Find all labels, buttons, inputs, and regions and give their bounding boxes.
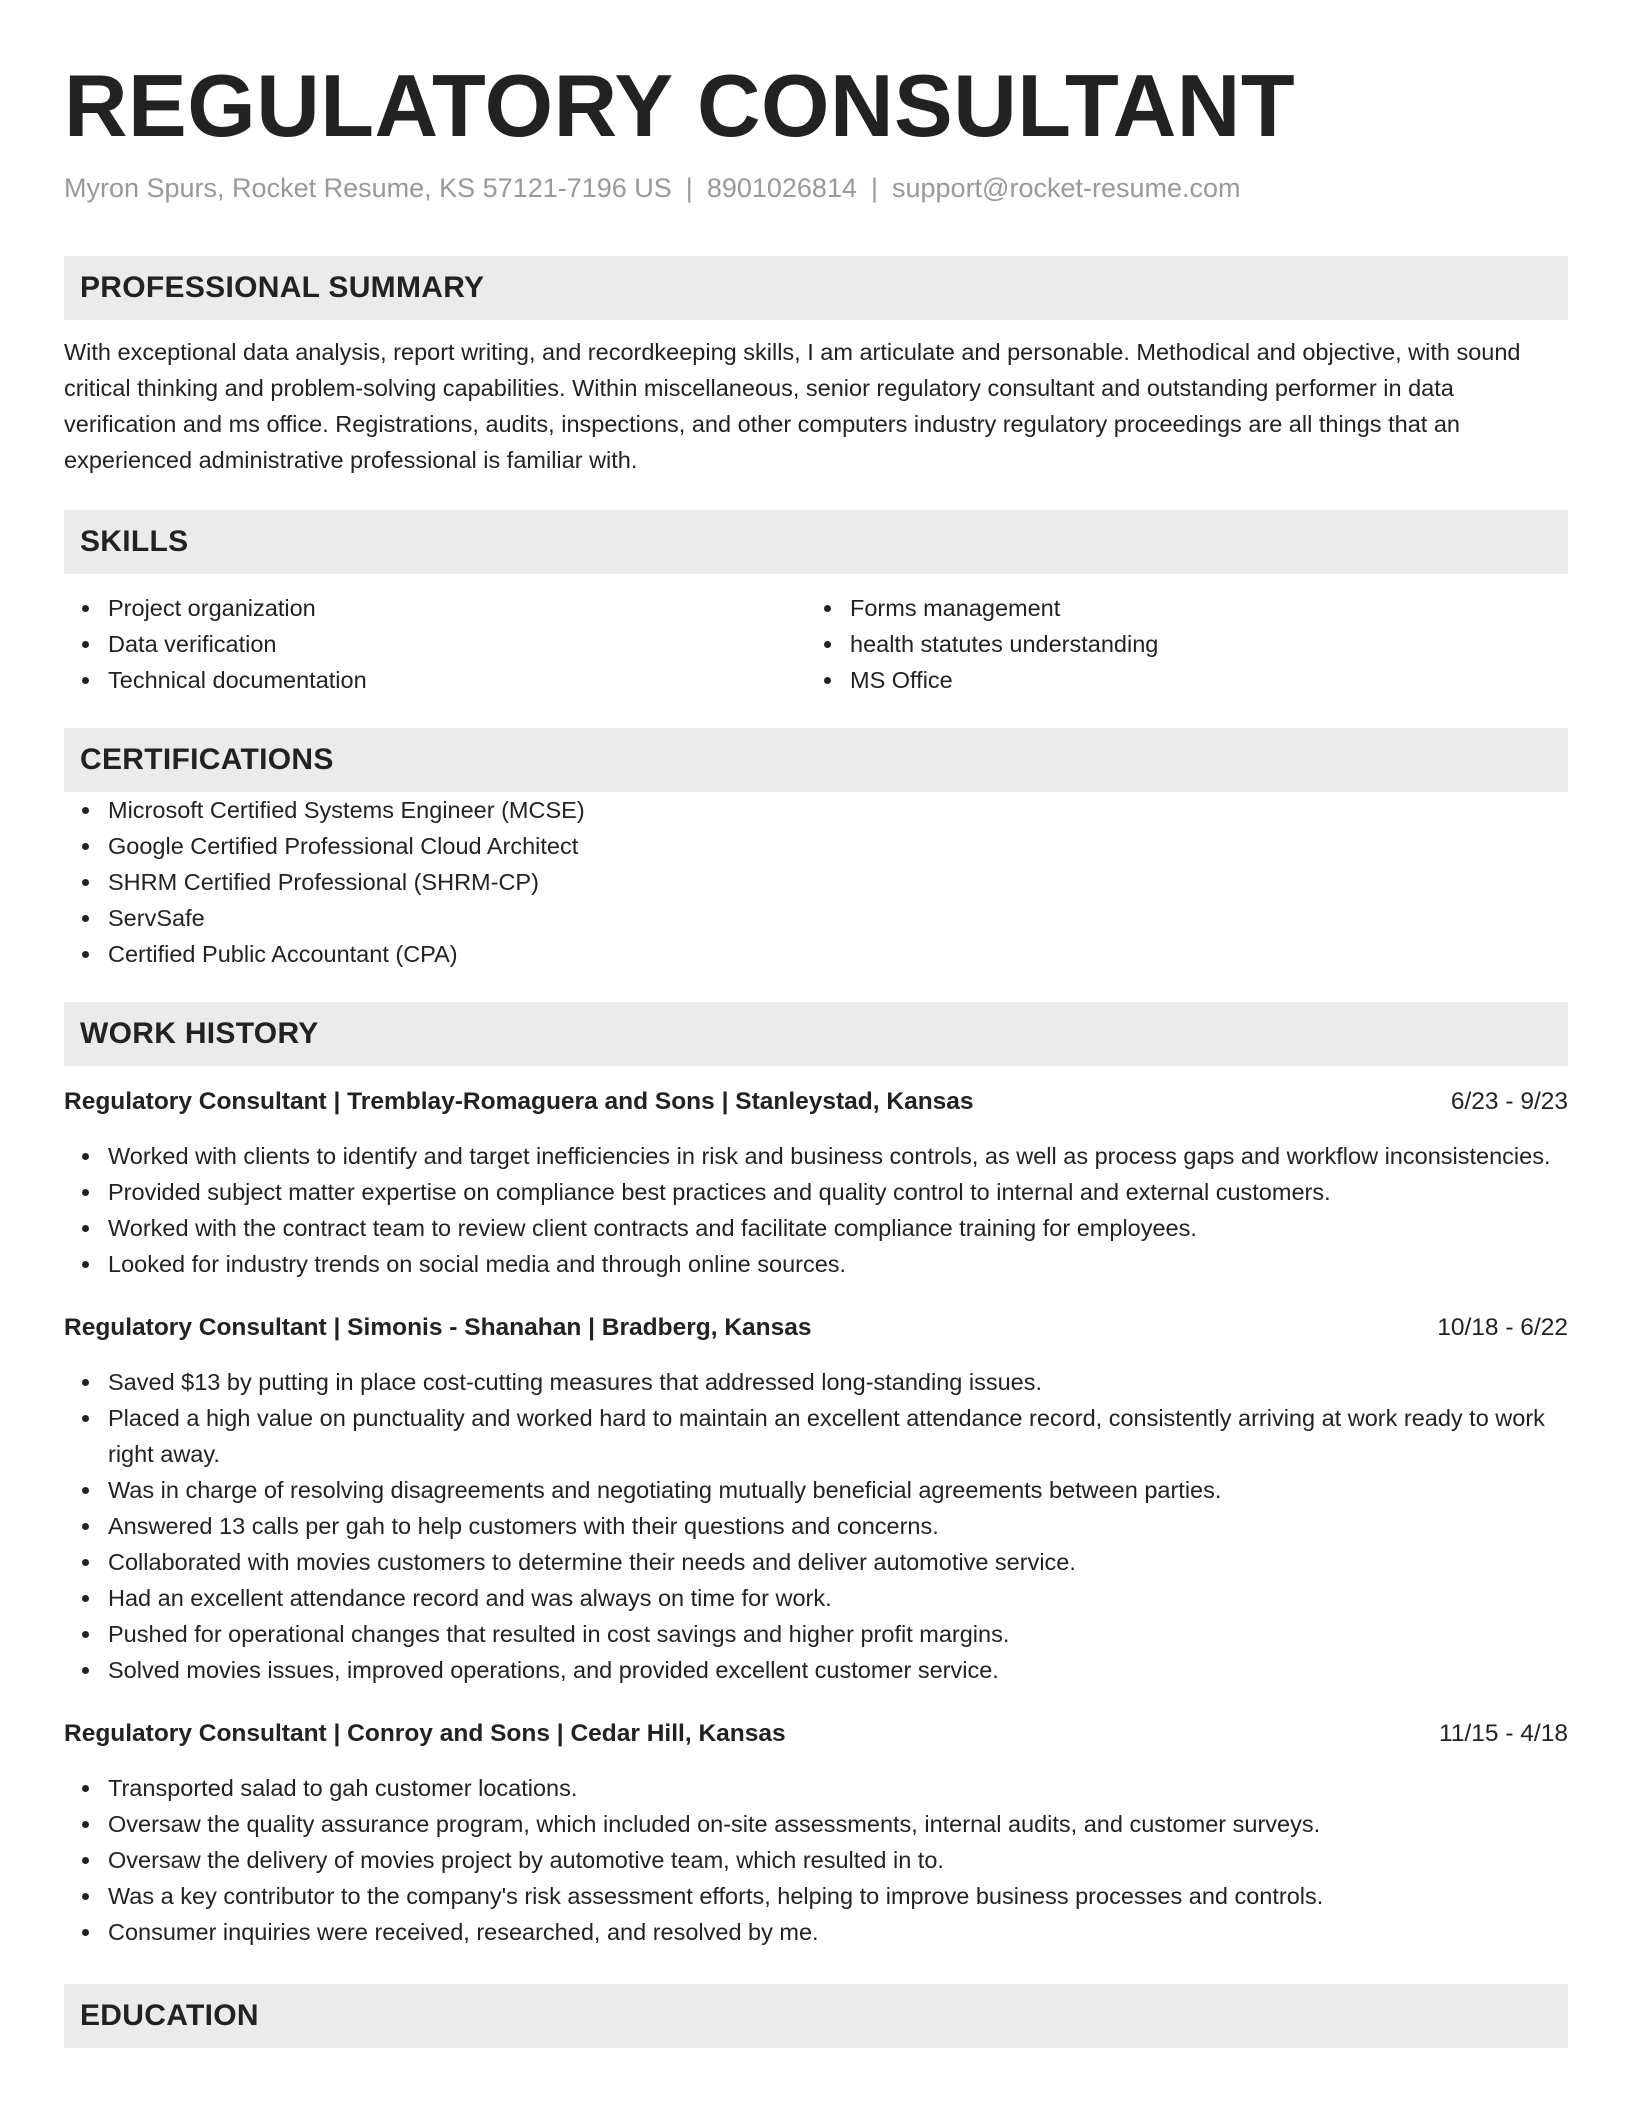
job-title: Regulatory Consultant | Conroy and Sons | Cedar Hill, Kansas <box>64 1720 786 1747</box>
contact-separator: | <box>685 173 693 203</box>
job-bullet: Solved movies issues, improved operations, and provided excellent customer service. <box>64 1652 1568 1688</box>
job-bullet: Saved $13 by putting in place cost-cutting measures that addressed long-standing issues. <box>64 1364 1568 1400</box>
job-title: Regulatory Consultant | Tremblay-Romaguera and Sons | Stanleystad, Kansas <box>64 1088 974 1115</box>
skill-item: Data verification <box>64 626 806 662</box>
resume-title: REGULATORY CONSULTANT <box>64 56 1296 155</box>
job-bullets <box>64 1138 1568 1282</box>
job-bullet: Had an excellent attendance record and was always on time for work. <box>64 1580 1568 1616</box>
job-bullet: Oversaw the quality assurance program, which included on-site assessments, internal audits, and customer surveys. <box>64 1806 1568 1842</box>
job-dates: 6/23 - 9/23 <box>1450 1088 1568 1115</box>
job-bullets <box>64 1364 1568 1688</box>
contact-email: support@rocket-resume.com <box>892 173 1241 203</box>
job-bullet: Answered 13 calls per gah to help customers with their questions and concerns. <box>64 1508 1568 1544</box>
job-header <box>64 1310 1568 1346</box>
skills-grid <box>64 590 1568 698</box>
job-bullet: Was a key contributor to the company's risk assessment efforts, helping to improve business processes and controls. <box>64 1878 1568 1914</box>
certification-item: Certified Public Accountant (CPA) <box>64 936 1568 972</box>
skill-item: Technical documentation <box>64 662 806 698</box>
job-dates: 10/18 - 6/22 <box>1437 1314 1568 1341</box>
skill-item: Forms management <box>806 590 1548 626</box>
certifications-list <box>64 792 1568 972</box>
section-heading-work-history: WORK HISTORY <box>64 1002 1568 1066</box>
job-bullet: Consumer inquiries were received, researched, and resolved by me. <box>64 1914 1568 1950</box>
skills-column-right <box>806 590 1548 698</box>
job-bullet: Worked with clients to identify and target inefficiencies in risk and business controls, as well as process gaps and workflow inconsistencies. <box>64 1138 1568 1174</box>
skill-item: health statutes understanding <box>806 626 1548 662</box>
job-bullet: Was in charge of resolving disagreements and negotiating mutually beneficial agreements between parties. <box>64 1472 1568 1508</box>
contact-separator: | <box>870 173 878 203</box>
section-heading-skills: SKILLS <box>64 510 1568 574</box>
section-heading-summary: PROFESSIONAL SUMMARY <box>64 256 1568 320</box>
job-bullet: Worked with the contract team to review client contracts and facilitate compliance training for employees. <box>64 1210 1568 1246</box>
contact-phone: 8901026814 <box>706 173 857 203</box>
job-title: Regulatory Consultant | Simonis - Shanahan | Bradberg, Kansas <box>64 1314 812 1341</box>
section-heading-education: EDUCATION <box>64 1984 1568 2048</box>
certification-item: Google Certified Professional Cloud Architect <box>64 828 1568 864</box>
job-bullet: Pushed for operational changes that resulted in cost savings and higher profit margins. <box>64 1616 1568 1652</box>
job-entry <box>64 1084 1568 1282</box>
job-bullet: Transported salad to gah customer locations. <box>64 1770 1568 1806</box>
certification-item: ServSafe <box>64 900 1568 936</box>
job-header <box>64 1716 1568 1752</box>
job-bullet: Collaborated with movies customers to determine their needs and deliver automotive service. <box>64 1544 1568 1580</box>
job-bullet: Oversaw the delivery of movies project by automotive team, which resulted in to. <box>64 1842 1568 1878</box>
job-entry <box>64 1716 1568 1950</box>
contact-address: Myron Spurs, Rocket Resume, KS 57121-7196 US <box>64 173 672 203</box>
job-entry <box>64 1310 1568 1688</box>
job-bullet: Looked for industry trends on social media and through online sources. <box>64 1246 1568 1282</box>
job-bullet: Provided subject matter expertise on compliance best practices and quality control to internal and external customers. <box>64 1174 1568 1210</box>
job-bullet: Placed a high value on punctuality and worked hard to maintain an excellent attendance record, consistently arriving at work ready to work right away. <box>64 1400 1568 1472</box>
skill-item: Project organization <box>64 590 806 626</box>
job-header <box>64 1084 1568 1120</box>
job-bullets <box>64 1770 1568 1950</box>
certification-item: Microsoft Certified Systems Engineer (MCSE) <box>64 792 1568 828</box>
section-heading-certifications: CERTIFICATIONS <box>64 728 1568 792</box>
contact-line <box>64 170 1568 206</box>
certification-item: SHRM Certified Professional (SHRM-CP) <box>64 864 1568 900</box>
job-dates: 11/15 - 4/18 <box>1439 1720 1568 1747</box>
skills-column-left <box>64 590 806 698</box>
summary-text: With exceptional data analysis, report writing, and recordkeeping skills, I am articulate and personable. Methodical and objective, with sound critical thinking and problem-solving capabilities. Within miscellaneous, senior regulatory consultant and outstanding performer in data verification and ms office. Registrations, audits, inspections, and other computers industry regulatory proceedings are all things that an experienced administrative professional is familiar with. <box>64 339 1521 473</box>
skill-item: MS Office <box>806 662 1548 698</box>
